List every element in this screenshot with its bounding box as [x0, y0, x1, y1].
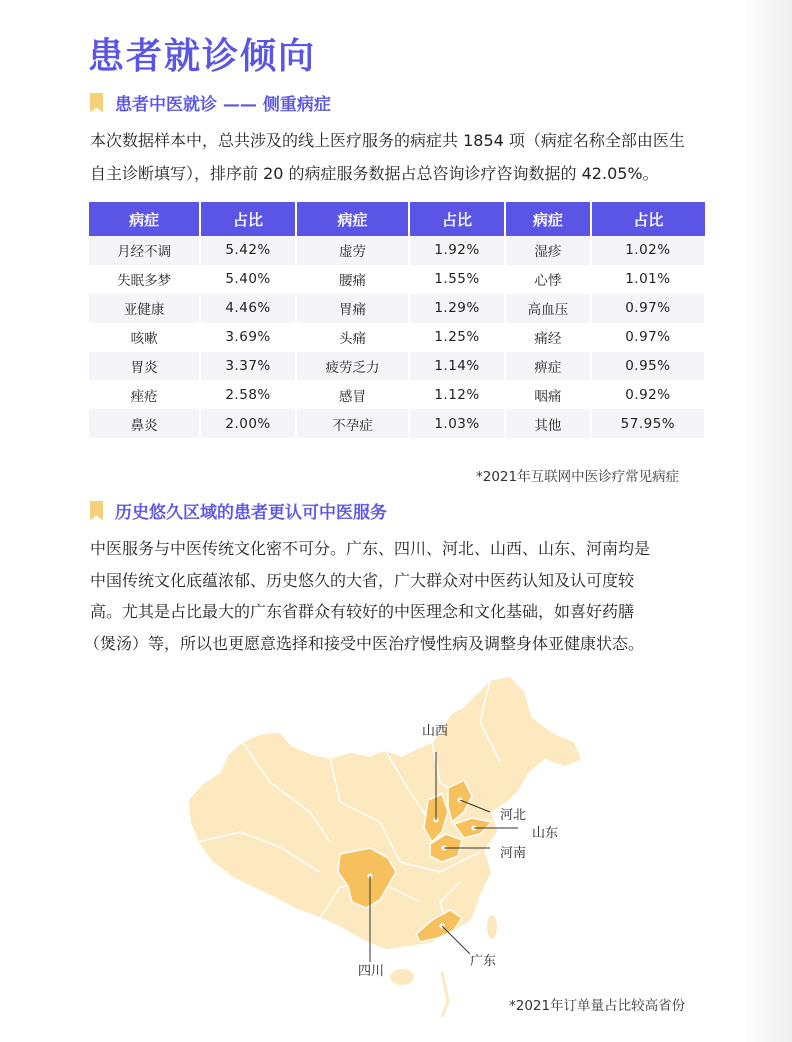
disease-cell: 其他 [505, 409, 591, 438]
share-cell: 1.29% [409, 294, 505, 323]
table-note: *2021年互联网中医诊疗常见病症 [476, 469, 680, 485]
disease-cell: 腰痛 [296, 265, 409, 294]
col-header-disease: 病症 [505, 202, 591, 236]
share-cell: 4.46% [200, 294, 296, 323]
disease-cell: 痹症 [505, 352, 591, 381]
share-cell: 2.58% [200, 380, 296, 409]
disease-cell: 不孕症 [296, 409, 409, 438]
share-cell: 5.40% [200, 265, 296, 294]
col-header-share: 占比 [409, 202, 505, 236]
share-cell: 1.14% [409, 352, 505, 381]
disease-cell: 鼻炎 [89, 409, 200, 438]
disease-cell: 亚健康 [89, 294, 200, 323]
table-row [89, 265, 705, 294]
col-header-share: 占比 [591, 202, 705, 236]
col-header-disease: 病症 [89, 202, 200, 236]
taiwan-island [487, 915, 497, 939]
share-cell: 1.02% [591, 236, 705, 265]
disease-cell: 头痛 [296, 323, 409, 352]
disease-cell: 失眠多梦 [89, 265, 200, 294]
china-map [180, 672, 590, 1022]
disease-cell: 痛经 [505, 323, 591, 352]
col-header-share: 占比 [200, 202, 296, 236]
disease-cell: 高血压 [505, 294, 591, 323]
share-cell: 0.92% [591, 380, 705, 409]
table-row [89, 323, 705, 352]
share-cell: 1.92% [409, 236, 505, 265]
section-heading-region [90, 498, 387, 523]
intro-line: 自主诊断填写），排序前 20 的病症服务数据占总咨询诊疗咨询数据的 42.05%。 [90, 164, 659, 183]
share-cell: 1.25% [409, 323, 505, 352]
map-label-hebei: 河北 [500, 808, 527, 823]
share-cell: 1.12% [409, 380, 505, 409]
disease-cell: 胃痛 [296, 294, 409, 323]
page-title: 患者就诊倾向 [88, 36, 317, 77]
section-heading-disease [90, 90, 331, 115]
disease-cell: 湿疹 [505, 236, 591, 265]
col-header-disease: 病症 [296, 202, 409, 236]
intro-line: 本次数据样本中，总共涉及的线上医疗服务的病症共 1854 项（病症名称全部由医生 [90, 131, 685, 150]
share-cell: 5.42% [200, 236, 296, 265]
region-line: 中国传统文化底蕴浓郁、历史悠久的大省，广大群众对中医药认知及认可度较 [90, 570, 635, 590]
bookmark-icon [90, 93, 103, 113]
region-line: 高。尤其是占比最大的广东省群众有较好的中医理念和文化基础，如喜好药膳 [90, 602, 635, 621]
table-header-row [89, 202, 705, 236]
disease-cell: 心悸 [505, 265, 591, 294]
disease-share-table [89, 202, 706, 438]
page-edge-shade [740, 0, 792, 1042]
disease-cell: 月经不调 [89, 236, 200, 265]
table-row [89, 294, 705, 323]
table-row [89, 236, 705, 265]
share-cell: 2.00% [200, 409, 296, 438]
map-note: *2021年订单量占比较高省份 [509, 998, 686, 1014]
disease-cell: 疲劳乏力 [296, 352, 409, 381]
map-label-shandong: 山东 [532, 826, 559, 841]
share-cell: 1.55% [409, 265, 505, 294]
share-cell: 57.95% [591, 409, 705, 438]
disease-cell: 咳嗽 [89, 323, 200, 352]
hainan-island [390, 969, 414, 985]
map-label-guangdong: 广东 [470, 954, 497, 969]
share-cell: 0.97% [591, 323, 705, 352]
intro-paragraph [90, 124, 710, 190]
disease-cell: 痤疮 [89, 380, 200, 409]
south-sea-islands [442, 972, 448, 1017]
section-heading-text: 历史悠久区域的患者更认可中医服务 [115, 503, 387, 523]
region-line: （煲汤）等，所以也更愿意选择和接受中医治疗慢性病及调整身体亚健康状态。 [84, 633, 645, 653]
disease-cell: 咽痛 [505, 380, 591, 409]
share-cell: 3.37% [200, 352, 296, 381]
table-row [89, 380, 705, 409]
disease-cell: 虚劳 [296, 236, 409, 265]
region-line: 中医服务与中医传统文化密不可分。广东、四川、河北、山西、山东、河南均是 [90, 539, 651, 558]
share-cell: 0.95% [591, 352, 705, 381]
section-heading-text: 患者中医就诊 —— 侧重病症 [115, 95, 331, 115]
table-row [89, 409, 705, 438]
map-label-shanxi: 山西 [422, 724, 449, 739]
map-label-sichuan: 四川 [358, 964, 385, 979]
disease-cell: 胃炎 [89, 352, 200, 381]
map-label-henan: 河南 [500, 846, 527, 861]
china-map-svg [180, 672, 590, 1022]
region-paragraph [84, 533, 730, 659]
share-cell: 1.01% [591, 265, 705, 294]
table-row [89, 352, 705, 381]
disease-cell: 感冒 [296, 380, 409, 409]
share-cell: 1.03% [409, 409, 505, 438]
bookmark-icon [90, 501, 103, 521]
share-cell: 3.69% [200, 323, 296, 352]
share-cell: 0.97% [591, 294, 705, 323]
